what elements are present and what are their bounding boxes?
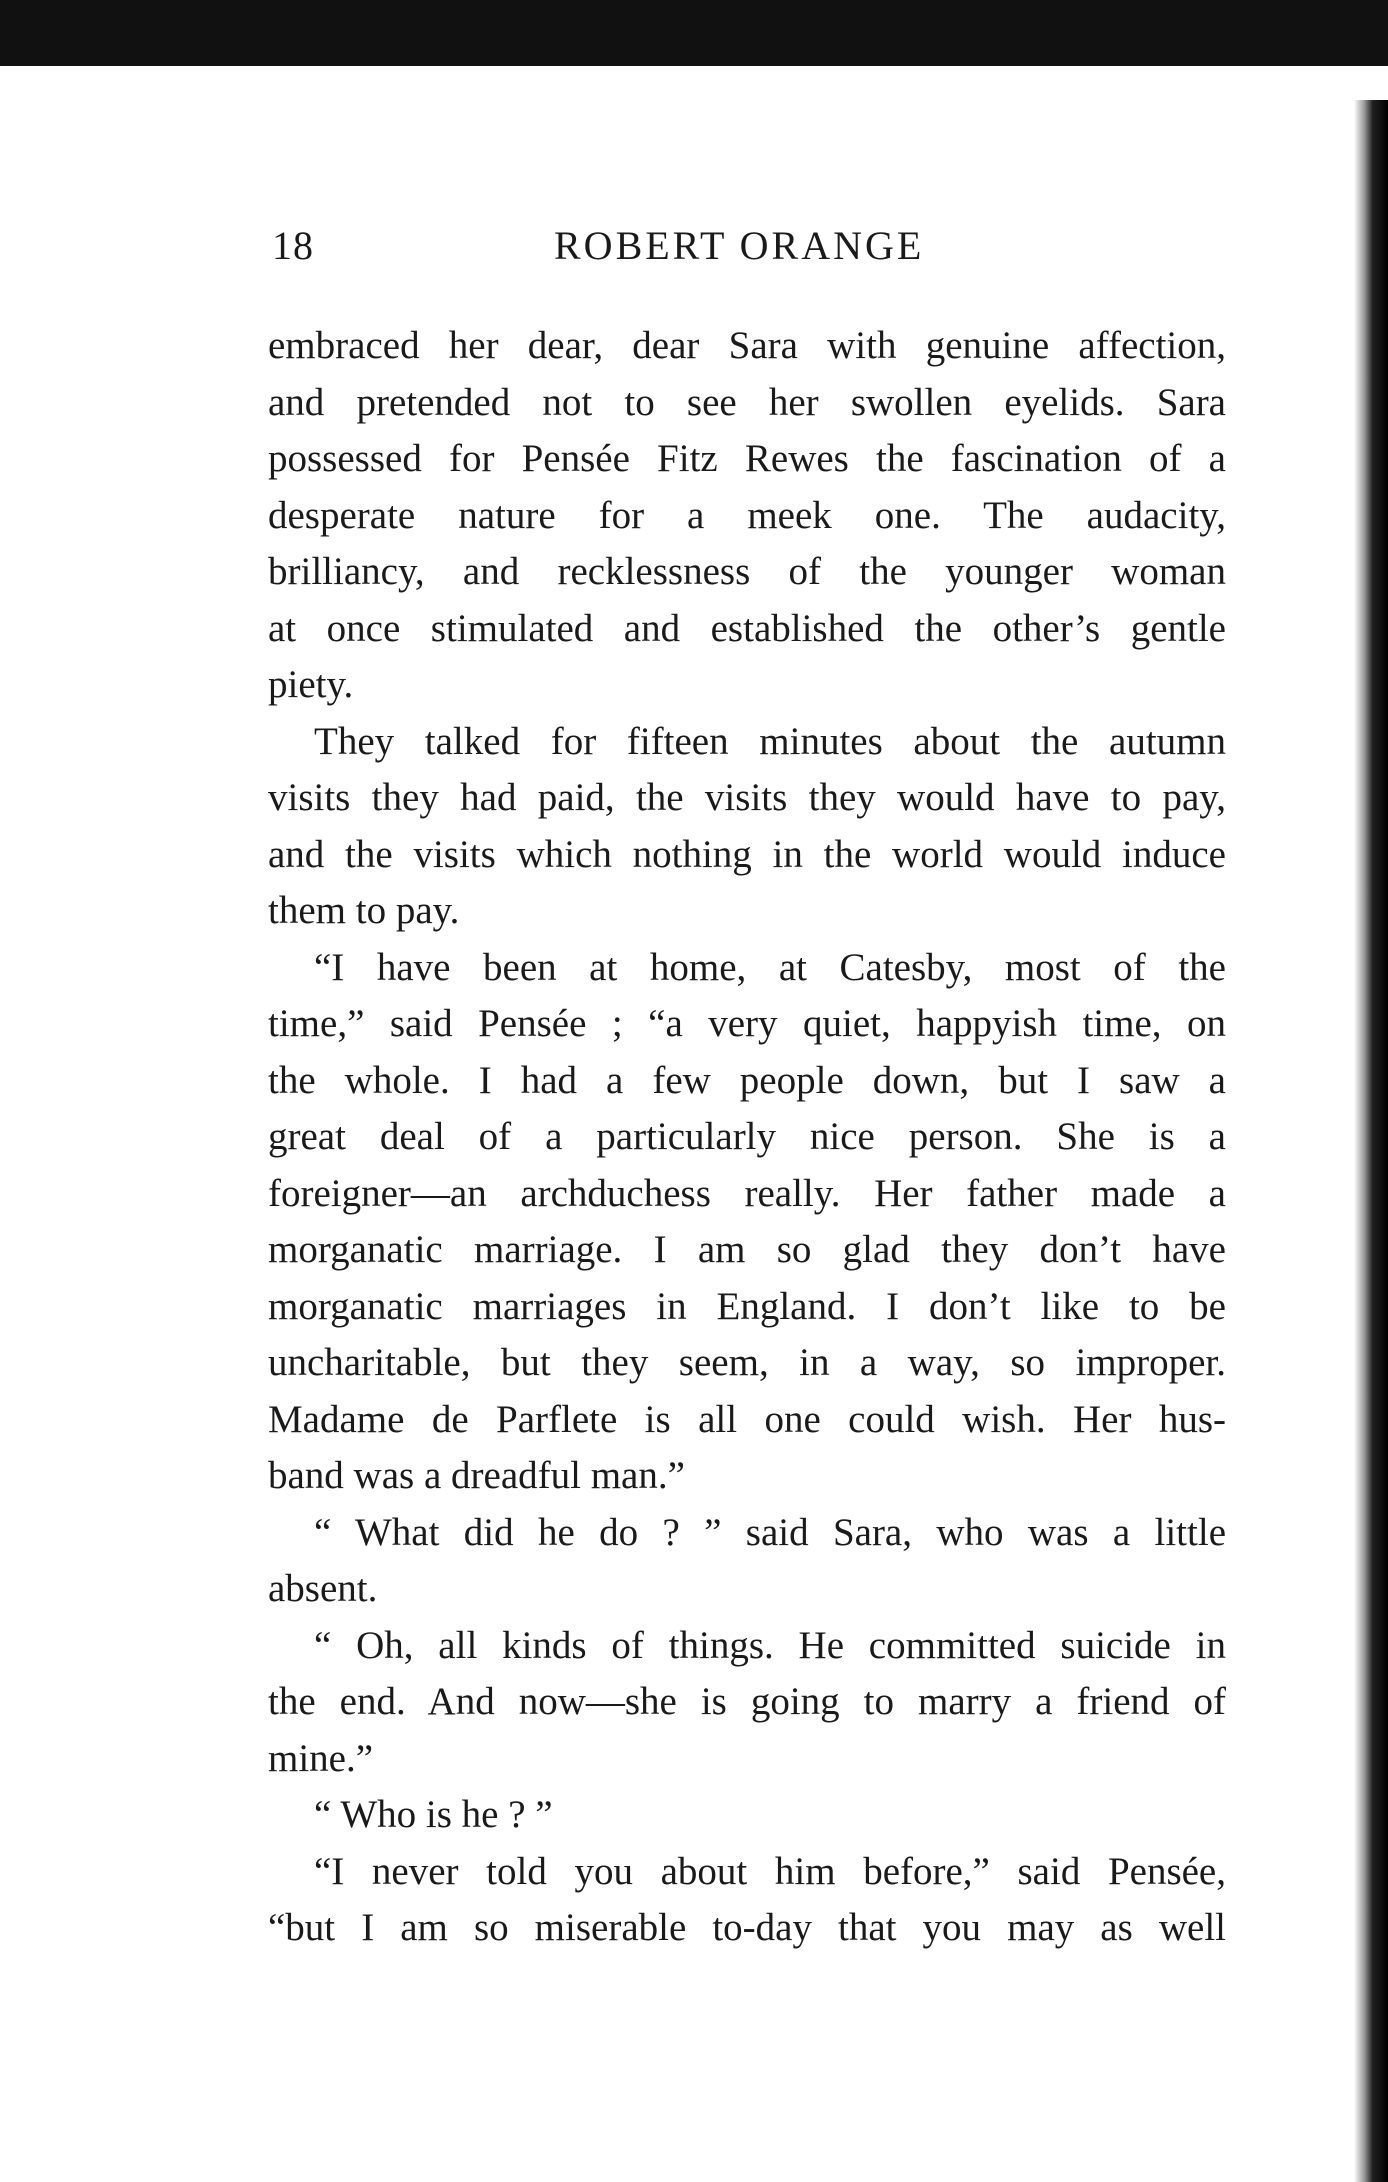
paragraph <box>268 714 1226 940</box>
text-line: and the visits which nothing in the world would induce <box>268 832 1226 876</box>
paragraph <box>268 1505 1226 1618</box>
text-line: “I have been at home, at Catesby, most of the <box>314 945 1226 989</box>
text-line: and pretended not to see her swollen eyelids. Sara <box>268 380 1226 424</box>
scan-top-border <box>0 0 1388 66</box>
text-line: uncharitable, but they seem, in a way, so improper. <box>268 1341 1226 1384</box>
text-line: possessed for Pensée Fitz Rewes the fascination of a <box>268 437 1226 480</box>
page-header <box>272 222 972 278</box>
running-title: ROBERT ORANGE <box>554 223 925 268</box>
scan-right-edge <box>1354 100 1388 2182</box>
text-line: embraced her dear, dear Sara with genuine affection, <box>268 324 1226 367</box>
text-line: absent. <box>268 1567 378 1610</box>
text-line: foreigner—an archduchess really. Her father made a <box>268 1171 1226 1215</box>
body-text <box>268 318 1226 1957</box>
text-line: time,” said Pensée ; “a very quiet, happyish time, on <box>268 1002 1226 1045</box>
text-line: the whole. I had a few people down, but I saw a <box>268 1058 1226 1102</box>
text-line: morganatic marriage. I am so glad they don’t have <box>268 1228 1226 1271</box>
text-line: “I never told you about him before,” said Pensée, <box>314 1849 1226 1893</box>
text-line: piety. <box>268 663 354 706</box>
text-line: “ Oh, all kinds of things. He committed suicide in <box>314 1623 1226 1667</box>
text-line: mine.” <box>268 1736 374 1780</box>
text-line: morganatic marriages in England. I don’t like to be <box>268 1284 1226 1328</box>
paragraph <box>268 1618 1226 1788</box>
text-line: great deal of a particularly nice person. She is a <box>268 1115 1226 1158</box>
text-line: brilliancy, and recklessness of the younger woman <box>268 550 1226 593</box>
text-line: They talked for fifteen minutes about the autumn <box>314 719 1226 763</box>
text-line: band was a dreadful man.” <box>268 1454 685 1497</box>
text-line: Madame de Parflete is all one could wish. Her hus- <box>268 1397 1226 1441</box>
text-line: “but I am so miserable to-day that you may as well <box>268 1906 1226 1949</box>
text-line: at once stimulated and established the other’s gentle <box>268 606 1226 650</box>
text-line: the end. And now—she is going to marry a friend of <box>268 1680 1226 1723</box>
text-line: desperate nature for a meek one. The audacity, <box>268 493 1226 537</box>
paragraph <box>268 1787 1226 1844</box>
paragraph <box>268 318 1226 714</box>
page-number: 18 <box>272 223 314 268</box>
text-line: “ What did he do ? ” said Sara, who was a little <box>314 1510 1226 1554</box>
paragraph <box>268 1844 1226 1957</box>
text-line: “ Who is he ? ” <box>314 1793 553 1836</box>
text-line: visits they had paid, the visits they would have to pay, <box>268 776 1226 819</box>
paragraph <box>268 940 1226 1505</box>
text-line: them to pay. <box>268 889 460 932</box>
